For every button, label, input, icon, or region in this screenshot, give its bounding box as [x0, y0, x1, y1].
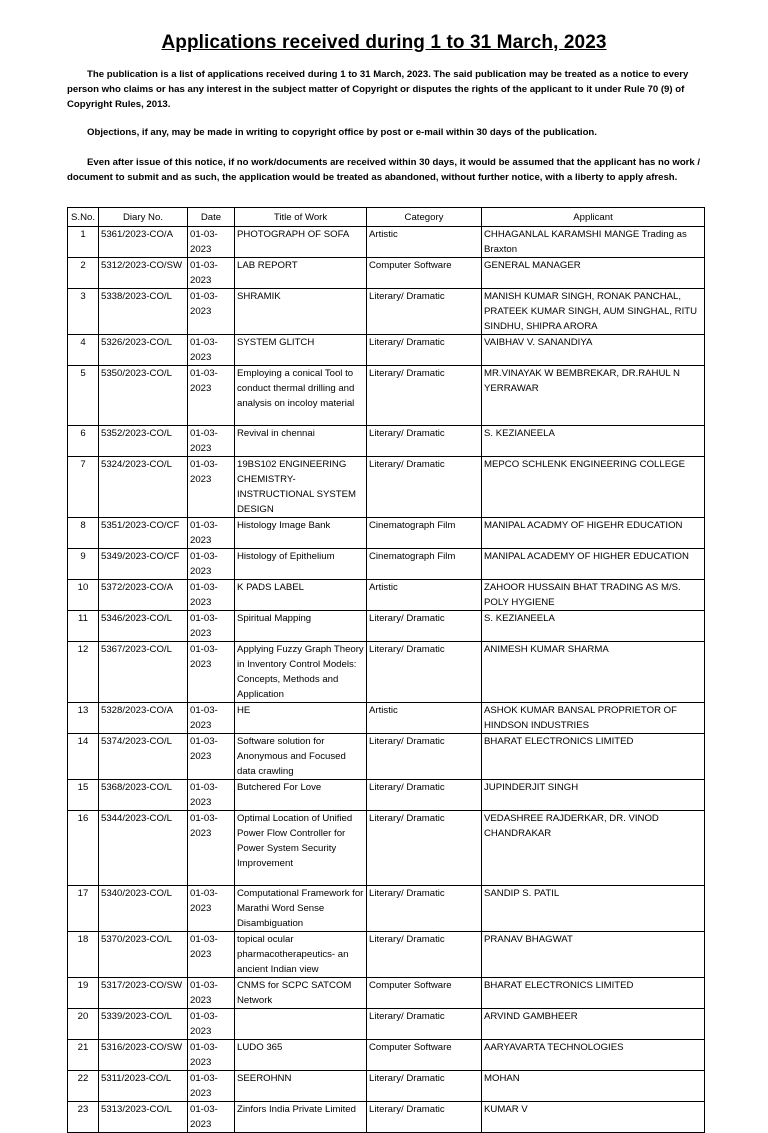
cell-applicant: ZAHOOR HUSSAIN BHAT TRADING AS M/S. POLY HYGIENE	[482, 580, 705, 611]
cell-category: Literary/ Dramatic	[367, 335, 482, 366]
cell-applicant: PRANAV BHAGWAT	[482, 932, 705, 978]
cell-applicant: AARYAVARTA TECHNOLOGIES	[482, 1040, 705, 1071]
cell-title-of-work: SYSTEM GLITCH	[235, 335, 367, 366]
cell-title-of-work: SEEROHNN	[235, 1071, 367, 1102]
cell-sno: 9	[68, 549, 99, 580]
notice-paragraph: The publication is a list of applications received during 1 to 31 March, 2023. The said publication may be treated as a notice to every person who claims or has any interest in the subject matter of Copyright or disputes the rights of the applicant to it under Rule 70 (9) of Copyright Rules, 2013.	[67, 69, 689, 110]
table-row	[68, 978, 705, 1009]
cell-sno: 7	[68, 457, 99, 518]
cell-category: Computer Software	[367, 258, 482, 289]
cell-category: Literary/ Dramatic	[367, 886, 482, 932]
cell-sno: 12	[68, 642, 99, 703]
cell-applicant: VAIBHAV V. SANANDIYA	[482, 335, 705, 366]
cell-date: 01-03-2023	[188, 258, 235, 289]
table-row	[68, 518, 705, 549]
table-row	[68, 1102, 705, 1133]
cell-title-of-work: CNMS for SCPC SATCOM Network	[235, 978, 367, 1009]
cell-sno: 13	[68, 703, 99, 734]
cell-title-of-work: Optimal Location of Unified Power Flow Controller for Power System Security Improvement	[235, 811, 367, 886]
table-row	[68, 642, 705, 703]
cell-applicant: ASHOK KUMAR BANSAL PROPRIETOR OF HINDSON INDUSTRIES	[482, 703, 705, 734]
header-title-of-work: Title of Work	[235, 208, 367, 227]
cell-category: Literary/ Dramatic	[367, 811, 482, 886]
cell-category: Literary/ Dramatic	[367, 642, 482, 703]
cell-diary-no: 5349/2023-CO/CF	[99, 549, 188, 580]
cell-diary-no: 5372/2023-CO/A	[99, 580, 188, 611]
cell-applicant: GENERAL MANAGER	[482, 258, 705, 289]
cell-sno: 16	[68, 811, 99, 886]
cell-title-of-work: Zinfors India Private Limited	[235, 1102, 367, 1133]
table-row	[68, 426, 705, 457]
cell-title-of-work	[235, 1009, 367, 1040]
cell-date: 01-03-2023	[188, 518, 235, 549]
cell-date: 01-03-2023	[188, 811, 235, 886]
cell-diary-no: 5328/2023-CO/A	[99, 703, 188, 734]
cell-applicant: VEDASHREE RAJDERKAR, DR. VINOD CHANDRAKAR	[482, 811, 705, 886]
cell-sno: 17	[68, 886, 99, 932]
cell-diary-no: 5340/2023-CO/L	[99, 886, 188, 932]
cell-diary-no: 5350/2023-CO/L	[99, 366, 188, 426]
cell-sno: 18	[68, 932, 99, 978]
cell-title-of-work: Computational Framework for Marathi Word Sense Disambiguation	[235, 886, 367, 932]
table-row	[68, 366, 705, 426]
objections-paragraph: Objections, if any, may be made in writing to copyright office by post or e-mail within 30 days of the publication.	[87, 127, 597, 138]
cell-category: Artistic	[367, 580, 482, 611]
cell-title-of-work: HE	[235, 703, 367, 734]
cell-date: 01-03-2023	[188, 1071, 235, 1102]
header-category: Category	[367, 208, 482, 227]
cell-diary-no: 5351/2023-CO/CF	[99, 518, 188, 549]
table-row	[68, 1071, 705, 1102]
cell-category: Artistic	[367, 227, 482, 258]
cell-sno: 22	[68, 1071, 99, 1102]
cell-date: 01-03-2023	[188, 580, 235, 611]
cell-title-of-work: Histology of Epithelium	[235, 549, 367, 580]
header-applicant: Applicant	[482, 208, 705, 227]
cell-sno: 15	[68, 780, 99, 811]
cell-diary-no: 5326/2023-CO/L	[99, 335, 188, 366]
cell-diary-no: 5317/2023-CO/SW	[99, 978, 188, 1009]
cell-applicant: JUPINDERJIT SINGH	[482, 780, 705, 811]
table-row	[68, 258, 705, 289]
cell-category: Literary/ Dramatic	[367, 932, 482, 978]
cell-applicant: MANIPAL ACADMY OF HIGEHR EDUCATION	[482, 518, 705, 549]
cell-title-of-work: LUDO 365	[235, 1040, 367, 1071]
cell-title-of-work: SHRAMIK	[235, 289, 367, 335]
table-body	[68, 227, 705, 1133]
cell-title-of-work: Spiritual Mapping	[235, 611, 367, 642]
cell-applicant: ARVIND GAMBHEER	[482, 1009, 705, 1040]
cell-date: 01-03-2023	[188, 978, 235, 1009]
cell-sno: 10	[68, 580, 99, 611]
cell-diary-no: 5338/2023-CO/L	[99, 289, 188, 335]
cell-title-of-work: LAB REPORT	[235, 258, 367, 289]
cell-title-of-work: Software solution for Anonymous and Focused data crawling	[235, 734, 367, 780]
table-row	[68, 549, 705, 580]
cell-date: 01-03-2023	[188, 932, 235, 978]
table-row	[68, 611, 705, 642]
cell-diary-no: 5352/2023-CO/L	[99, 426, 188, 457]
cell-sno: 20	[68, 1009, 99, 1040]
table-row	[68, 1040, 705, 1071]
cell-date: 01-03-2023	[188, 549, 235, 580]
cell-category: Literary/ Dramatic	[367, 734, 482, 780]
cell-date: 01-03-2023	[188, 457, 235, 518]
table-row	[68, 734, 705, 780]
cell-title-of-work: K PADS LABEL	[235, 580, 367, 611]
cell-date: 01-03-2023	[188, 611, 235, 642]
cell-date: 01-03-2023	[188, 642, 235, 703]
cell-diary-no: 5312/2023-CO/SW	[99, 258, 188, 289]
cell-date: 01-03-2023	[188, 1102, 235, 1133]
cell-date: 01-03-2023	[188, 1040, 235, 1071]
table-row	[68, 811, 705, 886]
cell-title-of-work: topical ocular pharmacotherapeutics- an ancient Indian view	[235, 932, 367, 978]
cell-sno: 4	[68, 335, 99, 366]
cell-category: Computer Software	[367, 978, 482, 1009]
cell-category: Literary/ Dramatic	[367, 1071, 482, 1102]
table-row	[68, 580, 705, 611]
cell-title-of-work: Butchered For Love	[235, 780, 367, 811]
cell-sno: 11	[68, 611, 99, 642]
cell-date: 01-03-2023	[188, 1009, 235, 1040]
cell-title-of-work: 19BS102 ENGINEERING CHEMISTRY-INSTRUCTIONAL SYSTEM DESIGN	[235, 457, 367, 518]
cell-date: 01-03-2023	[188, 335, 235, 366]
cell-diary-no: 5313/2023-CO/L	[99, 1102, 188, 1133]
cell-applicant: MEPCO SCHLENK ENGINEERING COLLEGE	[482, 457, 705, 518]
table-row	[68, 289, 705, 335]
cell-date: 01-03-2023	[188, 227, 235, 258]
cell-title-of-work: Revival in chennai	[235, 426, 367, 457]
cell-applicant: MOHAN	[482, 1071, 705, 1102]
cell-diary-no: 5346/2023-CO/L	[99, 611, 188, 642]
cell-applicant: MANISH KUMAR SINGH, RONAK PANCHAL, PRATEEK KUMAR SINGH, AUM SINGHAL, RITU SINDHU, SHIPRA ARORA	[482, 289, 705, 335]
header-date: Date	[188, 208, 235, 227]
cell-sno: 21	[68, 1040, 99, 1071]
page-title: Applications received during 1 to 31 March, 2023	[161, 32, 607, 53]
cell-sno: 6	[68, 426, 99, 457]
cell-diary-no: 5324/2023-CO/L	[99, 457, 188, 518]
cell-applicant: BHARAT ELECTRONICS LIMITED	[482, 978, 705, 1009]
cell-applicant: S. KEZIANEELA	[482, 426, 705, 457]
cell-date: 01-03-2023	[188, 780, 235, 811]
cell-diary-no: 5361/2023-CO/A	[99, 227, 188, 258]
cell-applicant: KUMAR V	[482, 1102, 705, 1133]
cell-sno: 2	[68, 258, 99, 289]
cell-category: Cinematograph Film	[367, 518, 482, 549]
header-sno: S.No.	[68, 208, 99, 227]
table-row	[68, 780, 705, 811]
cell-diary-no: 5370/2023-CO/L	[99, 932, 188, 978]
cell-sno: 14	[68, 734, 99, 780]
cell-sno: 8	[68, 518, 99, 549]
applications-table	[67, 207, 705, 1133]
cell-category: Artistic	[367, 703, 482, 734]
cell-sno: 3	[68, 289, 99, 335]
cell-title-of-work: Applying Fuzzy Graph Theory in Inventory Control Models: Concepts, Methods and Application	[235, 642, 367, 703]
cell-sno: 1	[68, 227, 99, 258]
table-row	[68, 932, 705, 978]
cell-date: 01-03-2023	[188, 426, 235, 457]
cell-category: Cinematograph Film	[367, 549, 482, 580]
cell-diary-no: 5316/2023-CO/SW	[99, 1040, 188, 1071]
header-diary-no: Diary No.	[99, 208, 188, 227]
table-row	[68, 703, 705, 734]
table-row	[68, 457, 705, 518]
cell-date: 01-03-2023	[188, 366, 235, 426]
cell-diary-no: 5374/2023-CO/L	[99, 734, 188, 780]
cell-sno: 23	[68, 1102, 99, 1133]
table-row	[68, 227, 705, 258]
table-header-row	[68, 208, 705, 227]
abandonment-paragraph: Even after issue of this notice, if no work/documents are received within 30 days, it would be assumed that the applicant has no work / document to submit and as such, the application would be treated as abandoned, without further notice, with a liberty to apply afresh.	[67, 157, 701, 183]
cell-diary-no: 5368/2023-CO/L	[99, 780, 188, 811]
cell-title-of-work: Histology Image Bank	[235, 518, 367, 549]
cell-date: 01-03-2023	[188, 734, 235, 780]
cell-diary-no: 5344/2023-CO/L	[99, 811, 188, 886]
cell-applicant: MANIPAL ACADEMY OF HIGHER EDUCATION	[482, 549, 705, 580]
cell-category: Literary/ Dramatic	[367, 289, 482, 335]
cell-category: Literary/ Dramatic	[367, 1102, 482, 1133]
cell-date: 01-03-2023	[188, 886, 235, 932]
cell-title-of-work: PHOTOGRAPH OF SOFA	[235, 227, 367, 258]
cell-applicant: MR.VINAYAK W BEMBREKAR, DR.RAHUL N YERRAWAR	[482, 366, 705, 426]
cell-category: Literary/ Dramatic	[367, 611, 482, 642]
cell-applicant: CHHAGANLAL KARAMSHI MANGE Trading as Braxton	[482, 227, 705, 258]
cell-category: Literary/ Dramatic	[367, 457, 482, 518]
cell-diary-no: 5339/2023-CO/L	[99, 1009, 188, 1040]
table-row	[68, 1009, 705, 1040]
cell-diary-no: 5311/2023-CO/L	[99, 1071, 188, 1102]
cell-date: 01-03-2023	[188, 703, 235, 734]
cell-title-of-work: Employing a conical Tool to conduct thermal drilling and analysis on incoloy material	[235, 366, 367, 426]
cell-sno: 5	[68, 366, 99, 426]
table-row	[68, 886, 705, 932]
cell-applicant: S. KEZIANEELA	[482, 611, 705, 642]
cell-category: Literary/ Dramatic	[367, 366, 482, 426]
cell-applicant: ANIMESH KUMAR SHARMA	[482, 642, 705, 703]
cell-sno: 19	[68, 978, 99, 1009]
cell-applicant: BHARAT ELECTRONICS LIMITED	[482, 734, 705, 780]
cell-category: Literary/ Dramatic	[367, 426, 482, 457]
cell-category: Literary/ Dramatic	[367, 780, 482, 811]
cell-category: Computer Software	[367, 1040, 482, 1071]
cell-diary-no: 5367/2023-CO/L	[99, 642, 188, 703]
cell-date: 01-03-2023	[188, 289, 235, 335]
cell-category: Literary/ Dramatic	[367, 1009, 482, 1040]
cell-applicant: SANDIP S. PATIL	[482, 886, 705, 932]
table-row	[68, 335, 705, 366]
